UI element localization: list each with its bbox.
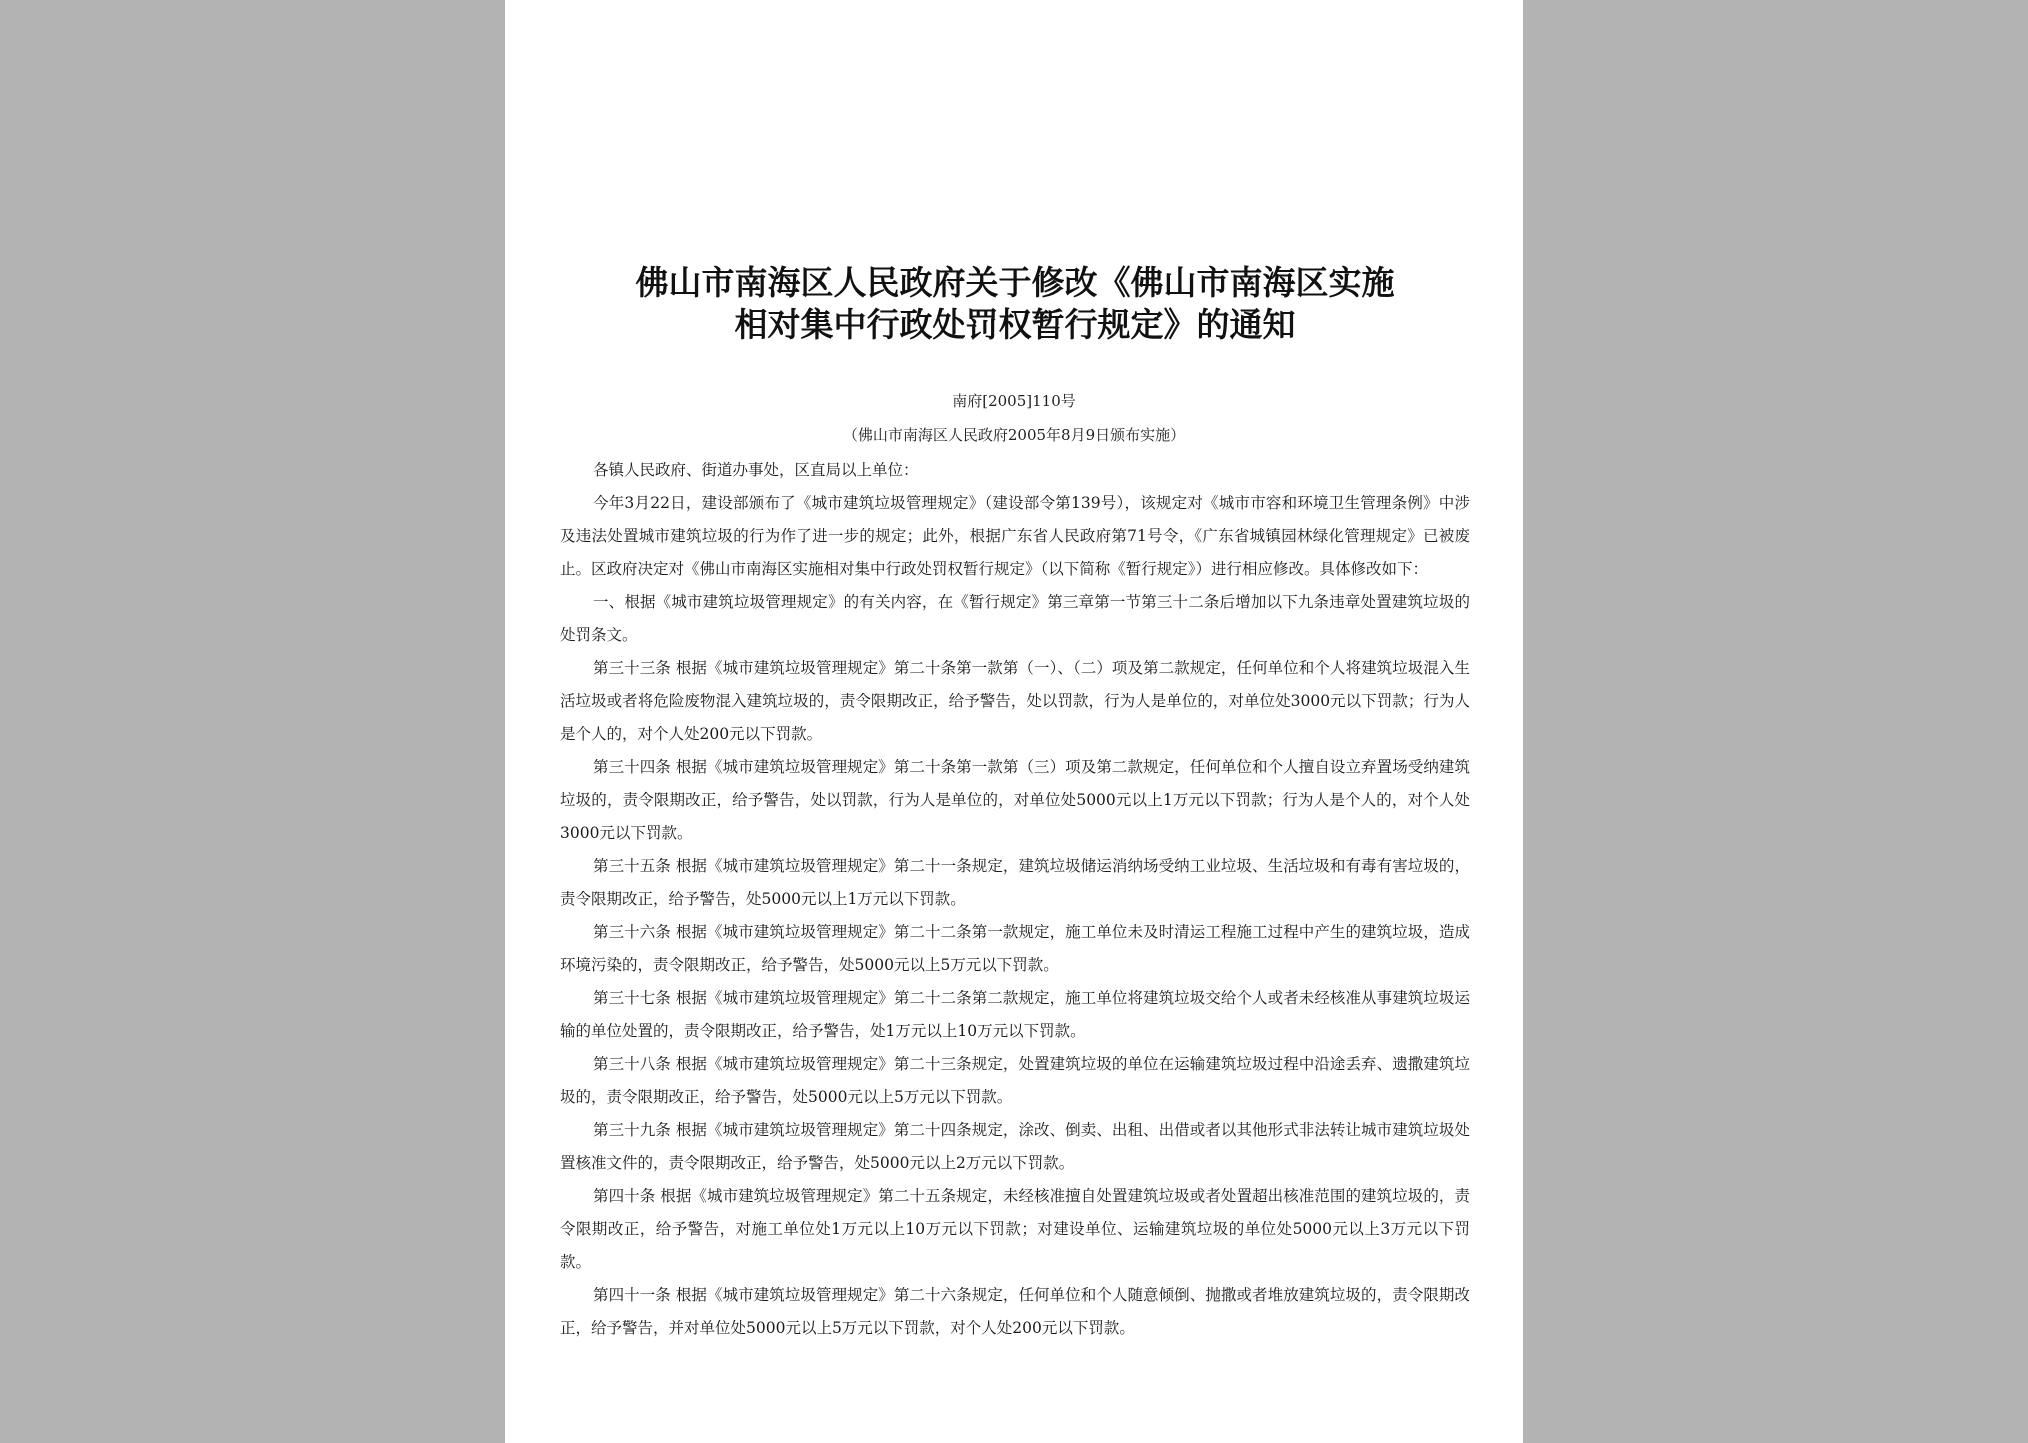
document-title (565, 262, 1465, 346)
article-37: 第三十七条 根据《城市建筑垃圾管理规定》第二十二条第二款规定，施工单位将建筑垃圾交给个人或者未经核准从事建筑垃圾运输的单位处置的，责令限期改正，给予警告，处1万元以上10万元以下罚款。 (560, 989, 1470, 1040)
paragraph-intro: 今年3月22日，建设部颁布了《城市建筑垃圾管理规定》（建设部令第139号），该规定对《城市市容和环境卫生管理条例》中涉及违法处置城市建筑垃圾的行为作了进一步的规定；此外，根据广东省人民政府第71号令，《广东省城镇园林绿化管理规定》已被废止。区政府决定对《佛山市南海区实施相对集中行政处罚权暂行规定》（以下简称《暂行规定》）进行相应修改。具体修改如下： (560, 494, 1470, 578)
article-39: 第三十九条 根据《城市建筑垃圾管理规定》第二十四条规定，涂改、倒卖、出租、出借或者以其他形式非法转让城市建筑垃圾处置核准文件的，责令限期改正，给予警告，处5000元以上2万元以下罚款。 (560, 1121, 1470, 1172)
article-34: 第三十四条 根据《城市建筑垃圾管理规定》第二十条第一款第（三）项及第二款规定，任何单位和个人擅自设立弃置场受纳建筑垃圾的，责令限期改正，给予警告，处以罚款，行为人是单位的，对单位处5000元以上1万元以下罚款；行为人是个人的，对个人处3000元以下罚款。 (560, 758, 1470, 842)
salutation: 各镇人民政府、街道办事处，区直局以上单位： (593, 461, 919, 479)
document-number: 南府[2005]110号 (952, 392, 1076, 410)
article-36: 第三十六条 根据《城市建筑垃圾管理规定》第二十二条第一款规定，施工单位未及时清运工程施工过程中产生的建筑垃圾，造成环境污染的，责令限期改正，给予警告，处5000元以上5万元以下罚款。 (560, 923, 1470, 974)
title-line-1: 佛山市南海区人民政府关于修改《佛山市南海区实施 (635, 263, 1395, 302)
article-35: 第三十五条 根据《城市建筑垃圾管理规定》第二十一条规定，建筑垃圾储运消纳场受纳工业垃圾、生活垃圾和有毒有害垃圾的，责令限期改正，给予警告，处5000元以上1万元以下罚款。 (560, 857, 1470, 908)
document-page (505, 0, 1523, 1443)
paragraph-item-1: 一、根据《城市建筑垃圾管理规定》的有关内容，在《暂行规定》第三章第一节第三十二条后增加以下九条违章处置建筑垃圾的处罚条文。 (560, 593, 1470, 644)
article-38: 第三十八条 根据《城市建筑垃圾管理规定》第二十三条规定，处置建筑垃圾的单位在运输建筑垃圾过程中沿途丢弃、遗撒建筑垃圾的，责令限期改正，给予警告，处5000元以上5万元以下罚款。 (560, 1055, 1470, 1106)
article-40: 第四十条 根据《城市建筑垃圾管理规定》第二十五条规定，未经核准擅自处置建筑垃圾或者处置超出核准范围的建筑垃圾的，责令限期改正，给予警告，对施工单位处1万元以上10万元以下罚款；对建设单位、运输建筑垃圾的单位处5000元以上3万元以下罚款。 (560, 1187, 1470, 1271)
article-41: 第四十一条 根据《城市建筑垃圾管理规定》第二十六条规定，任何单位和个人随意倾倒、抛撒或者堆放建筑垃圾的，责令限期改正，给予警告，并对单位处5000元以上5万元以下罚款，对个人处200元以下罚款。 (560, 1286, 1470, 1337)
issued-note: （佛山市南海区人民政府2005年8月9日颁布实施） (842, 426, 1186, 444)
article-33: 第三十三条 根据《城市建筑垃圾管理规定》第二十条第一款第（一）、（二）项及第二款规定，任何单位和个人将建筑垃圾混入生活垃圾或者将危险废物混入建筑垃圾的，责令限期改正，给予警告，处以罚款，行为人是单位的，对单位处3000元以下罚款；行为人是个人的，对个人处200元以下罚款。 (560, 659, 1470, 743)
title-line-2: 相对集中行政处罚权暂行规定》的通知 (734, 305, 1296, 344)
document-body (560, 454, 1470, 1345)
